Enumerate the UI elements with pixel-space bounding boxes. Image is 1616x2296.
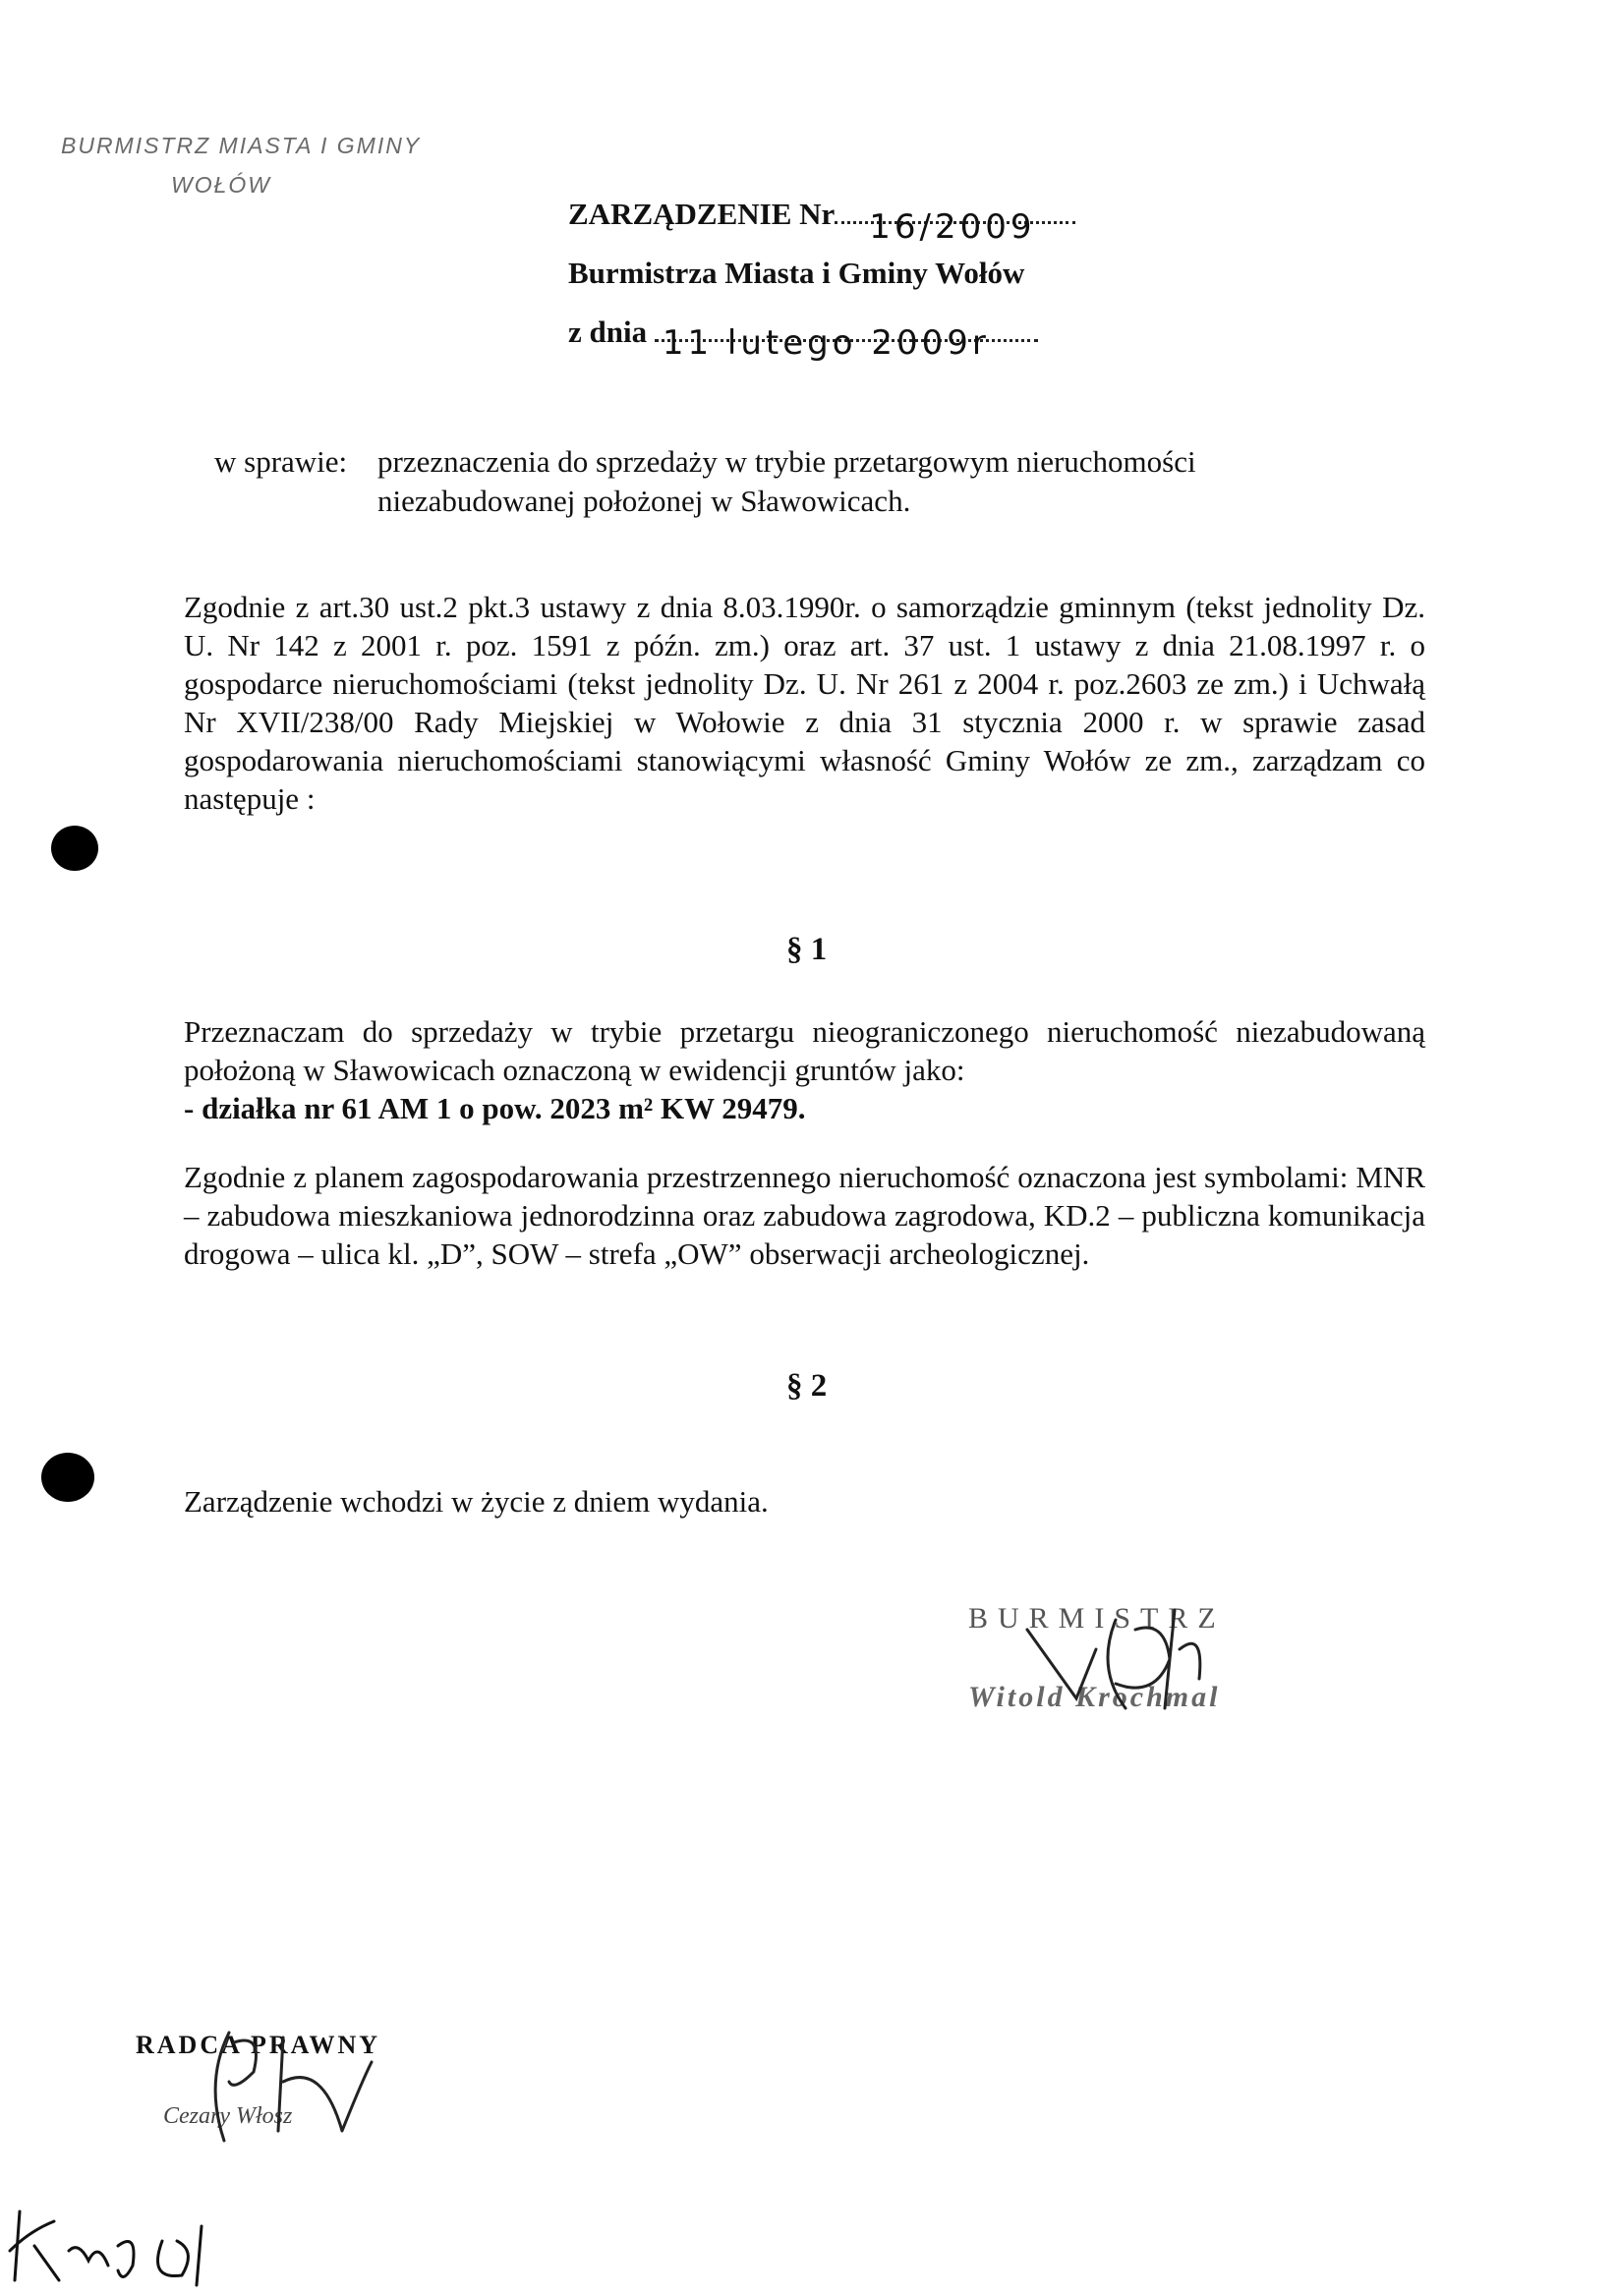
legal-counsel-name: Cezary Włosz	[163, 2103, 293, 2129]
legal-counsel-block	[136, 2023, 421, 2151]
section-1-para-2: Zgodnie z planem zagospodarowania przestrzennego nieruchomość oznaczona jest symbolami: MNR – zabudowa mieszkaniowa jednorodzinna oraz zabudowa zagrodowa, KD.2 – publiczna komunikacja drogowa – ulica kl. „D”, SOW – strefa „OW” obserwacji archeologicznej.	[184, 1160, 1425, 1271]
issuer-line: Burmistrza Miasta i Gminy Wołów	[568, 256, 1025, 290]
date-line	[568, 313, 1038, 363]
section-1-para-1: Przeznaczam do sprzedaży w trybie przetargu nieograniczonego nieruchomość niezabudowaną położoną w Sławowicach oznaczoną w ewidencji gruntów jako:	[184, 1014, 1425, 1087]
parcel-line: - działka nr 61 AM 1 o pow. 2023 m² KW 29479.	[184, 1091, 806, 1125]
mayor-name: Witold Krochmal	[968, 1681, 1221, 1713]
section-2-heading: § 2	[786, 1368, 828, 1404]
legal-counsel-title: RADCA PRAWNY	[136, 2031, 381, 2059]
section-1-zoning	[184, 1158, 1425, 1273]
section-1-body	[184, 1012, 1425, 1127]
handwritten-date: 11 lutego 2009r	[662, 323, 990, 363]
section-2-text: Zarządzenie wchodzi w życie z dniem wydania.	[184, 1484, 769, 1519]
preamble	[184, 588, 1425, 818]
date-prefix: z dnia	[568, 315, 648, 349]
legal-counsel-handwritten-signature	[136, 2023, 421, 2151]
handwritten-initials	[0, 2192, 256, 2290]
stamp-line-2: WOŁÓW	[171, 172, 271, 198]
subject-line-1: przeznaczenia do sprzedaży w trybie przetargowym nieruchomości	[377, 444, 1196, 479]
punch-hole-bottom	[41, 1453, 94, 1502]
subject-line-2: niezabudowanej położonej w Sławowicach.	[377, 484, 911, 518]
stamp-line-1: BURMISTRZ MIASTA I GMINY	[61, 133, 422, 158]
issuer-stamp	[61, 126, 421, 204]
mayor-handwritten-signature	[968, 1590, 1322, 1728]
mayor-title: BURMISTRZ	[968, 1602, 1226, 1635]
title-prefix: ZARZĄDZENIE Nr	[568, 197, 836, 231]
section-1-heading: § 1	[786, 932, 828, 967]
punch-hole-top	[51, 826, 98, 871]
preamble-text: Zgodnie z art.30 ust.2 pkt.3 ustawy z dnia 8.03.1990r. o samorządzie gminnym (tekst jednolity Dz. U. Nr 142 z 2001 r. poz. 1591 z późn. zm.) oraz art. 37 ust. 1 ustawy z dnia 21.08.1997 r. o gospodarce nieruchomościami (tekst jednolity Dz. U. Nr 261 z 2004 r. poz.2603 ze zm.) i Uchwałą Nr XVII/238/00 Rady Miejskiej w Wołowie z dnia 31 stycznia 2000 r. w sprawie zasad gospodarowania nieruchomościami stanowiącymi własność Gminy Wołów ze zm., zarządzam co następuje :	[184, 590, 1425, 816]
document-title	[568, 195, 1075, 247]
mayor-signature-block	[968, 1590, 1322, 1728]
initials-block	[0, 2192, 256, 2290]
subject-label: w sprawie:	[214, 444, 348, 479]
handwritten-number: 16/2009	[869, 207, 1036, 247]
